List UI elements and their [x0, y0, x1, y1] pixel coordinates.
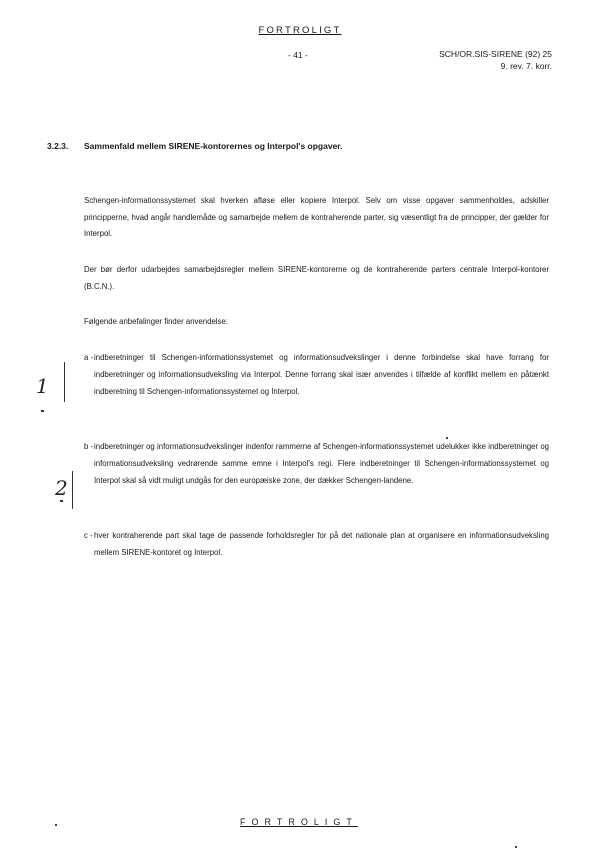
- recommendation-item-a: [84, 349, 549, 400]
- item-label: b -: [84, 442, 94, 451]
- item-text: indberetninger og informationsudvekslinger indenfor rammerne af Schengen-informationssystemet udelukker ikke indberetninger og informationsudveksling vedrørende samme emne i Interpol's regi. Flere indberetninger til Schengen-informationssystemet og Interpol skal så vidt muligt undgås for den europæiske zone, der dækker Schengen-landene.: [94, 442, 549, 485]
- item-label: a -: [84, 353, 94, 362]
- item-text: indberetninger til Schengen-informationssystemet og informationsudvekslinger i denne forbindelse skal have forrang for indberetninger og informationsudveksling via Interpol. Denne forrang skal især anvendes i tilfælde af konflikt mellem en påtænkt indberetning til Schengen-informationssystemet og Interpol.: [94, 353, 549, 396]
- item-label: c -: [84, 531, 93, 540]
- classification-header: FORTROLIGT: [258, 25, 342, 36]
- document-reference: [439, 48, 552, 72]
- reference-line-1: SCH/OR.SIS-SIRENE (92) 25: [439, 49, 552, 59]
- paragraph-recommendations-lead: Følgende anbefalinger finder anvendelse:: [84, 317, 228, 326]
- section-heading: [47, 141, 343, 151]
- scan-speck: [55, 824, 57, 826]
- margin-bracket-line: [64, 362, 65, 402]
- page-number: - 41 -: [288, 50, 308, 60]
- scan-speck: [446, 437, 448, 439]
- margin-bracket-line: [72, 471, 73, 509]
- margin-tick-mark: [41, 410, 44, 412]
- reference-line-2: 9. rev. 7. korr.: [500, 61, 552, 71]
- handwritten-margin-note: 1: [36, 374, 49, 398]
- paragraph-cooperation: Der bør derfor udarbejdes samarbejdsregler mellem SIRENE-kontorerne og de kontraherende parters centrale Interpol-kontorer (B.C.N.).: [84, 265, 549, 291]
- paragraph-intro: Schengen-informationssystemet skal hverken afløse eller kopiere Interpol. Selv om visse opgaver sammenholdes, adskiller principperne, hvad angår handlemåde og samarbejde mellem de kontraherende parter, sig væsentligt fra de principper, der gælder for Interpol.: [84, 196, 549, 238]
- margin-tick-mark: [60, 500, 63, 502]
- scan-speck: [515, 846, 517, 848]
- recommendation-item-c: [84, 527, 549, 561]
- section-number: 3.2.3.: [47, 141, 69, 151]
- classification-footer: FORTROLIGT: [240, 817, 358, 827]
- recommendation-item-b: [84, 438, 549, 489]
- handwritten-margin-note: 2: [55, 476, 68, 500]
- section-title: Sammenfald mellem SIRENE-kontorernes og Interpol's opgaver.: [84, 141, 343, 151]
- item-text: hver kontraherende part skal tage de passende forholdsregler for på det nationale plan at organisere en informationsudveksling mellem SIRENE-kontoret og Interpol.: [94, 531, 549, 557]
